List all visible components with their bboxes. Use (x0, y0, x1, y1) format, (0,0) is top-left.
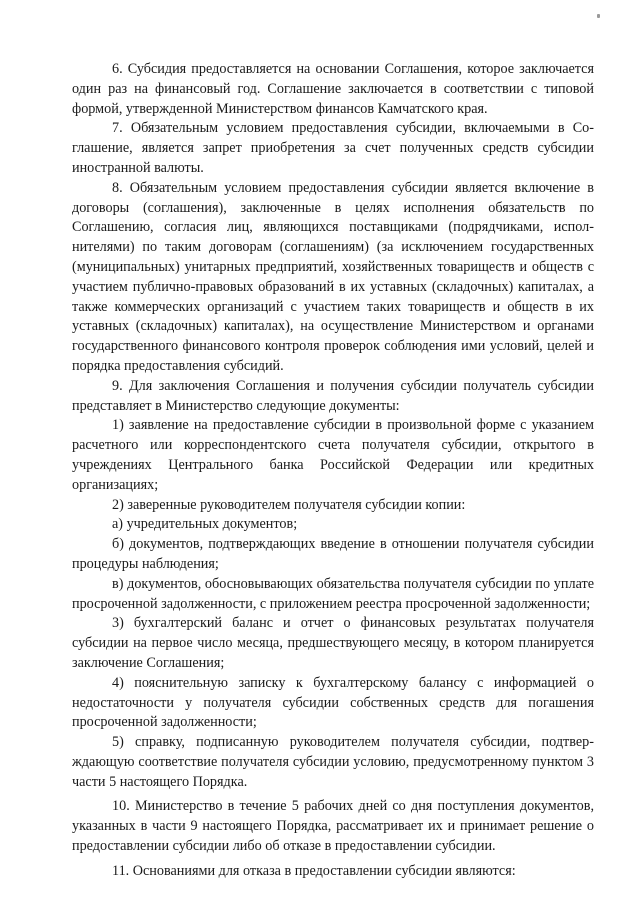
paragraph-9: 9. Для заключения Соглашения и получения субсидии получатель субсидии представляет в Министерство следующие документы: (72, 377, 594, 414)
paragraph-6: 6. Субсидия предоставляется на основании Соглашения, которое заключается один раз на финансовый год. Соглашение заключается в соответствии с типовой формой, утвержденной Министерством финансов Камчатского края. (72, 61, 594, 117)
paragraph-9-item-1: 1) заявление на предоставление субсидии в произвольной форме с указанием расчетного или корреспондентского счета получателя субсидии, открытого в учреждениях Центрального банка Российской Федерации или кредитных организациях; (72, 417, 594, 493)
scan-speck-mark (597, 14, 600, 18)
paragraph-9-item-2: 2) заверенные руководителем получателя субсидии копии: (112, 496, 466, 513)
paragraph-10: 10. Министерство в течение 5 рабочих дней со дня поступления документов, указанных в части 9 настоящего Порядка, рассматривает их и принимает решение о предоставлении субсидии либо об отказе в предоставлении субсидии. (72, 798, 594, 855)
paragraph-8: 8. Обязательным условием предоставления субсидии является включение в договоры (соглашения), заключенные в целях исполнения обязательств по Соглашению, согласия лиц, являющихся поставщиками (подрядчиками, исполнителями) по таким договорам (соглашениям) (за исключением государственных (муниципальных) унитарных предприятий, хозяйственных товариществ и обществ с участием публично-правовых образований в их уставных (складочных) капиталах, а также коммерческих организаций с участием таких товариществ и обществ в их уставных (складочных) капиталах), на осуществление Министерством и органами государственного финансового контроля проверок соблюдения ими условий, целей и порядка предоставления субсидий. (72, 179, 594, 374)
paragraph-11: 11. Основаниями для отказа в предоставлении субсидии являются: (112, 862, 516, 879)
paragraph-9-item-4: 4) пояснительную записку к бухгалтерскому балансу с информацией о недостаточности у получателя субсидии собственных средств для погашения просроченной задолженности; (72, 674, 594, 731)
paragraph-9-item-5: 5) справку, подписанную руководителем получателя субсидии, подтверждающую соответствие получателя субсидии условию, предусмотренному пунктом 3 части 5 настоящего Порядка. (72, 734, 594, 790)
paragraph-9-item-2v: в) документов, обосновывающих обязательства получателя субсидии по уплате просроченной задолженности, с приложением реестра просроченной задолженности; (72, 575, 594, 612)
paragraph-9-item-3: 3) бухгалтерский баланс и отчет о финансовых результатах получателя субсидии на первое число месяца, предшествующего месяцу, в котором планируется заключение Соглашения; (72, 615, 594, 671)
paragraph-9-item-2a: а) учредительных документов; (112, 516, 298, 533)
paragraph-7: 7. Обязательным условием предоставления субсидии, включаемыми в Соглашение, является запрет приобретения за счет полученных средств субсидии иностранной валюты. (72, 120, 594, 176)
paragraph-9-item-2b: б) документов, подтверждающих введение в отношении получателя субсидии процедуры наблюдения; (72, 536, 594, 572)
document-body (72, 60, 594, 882)
